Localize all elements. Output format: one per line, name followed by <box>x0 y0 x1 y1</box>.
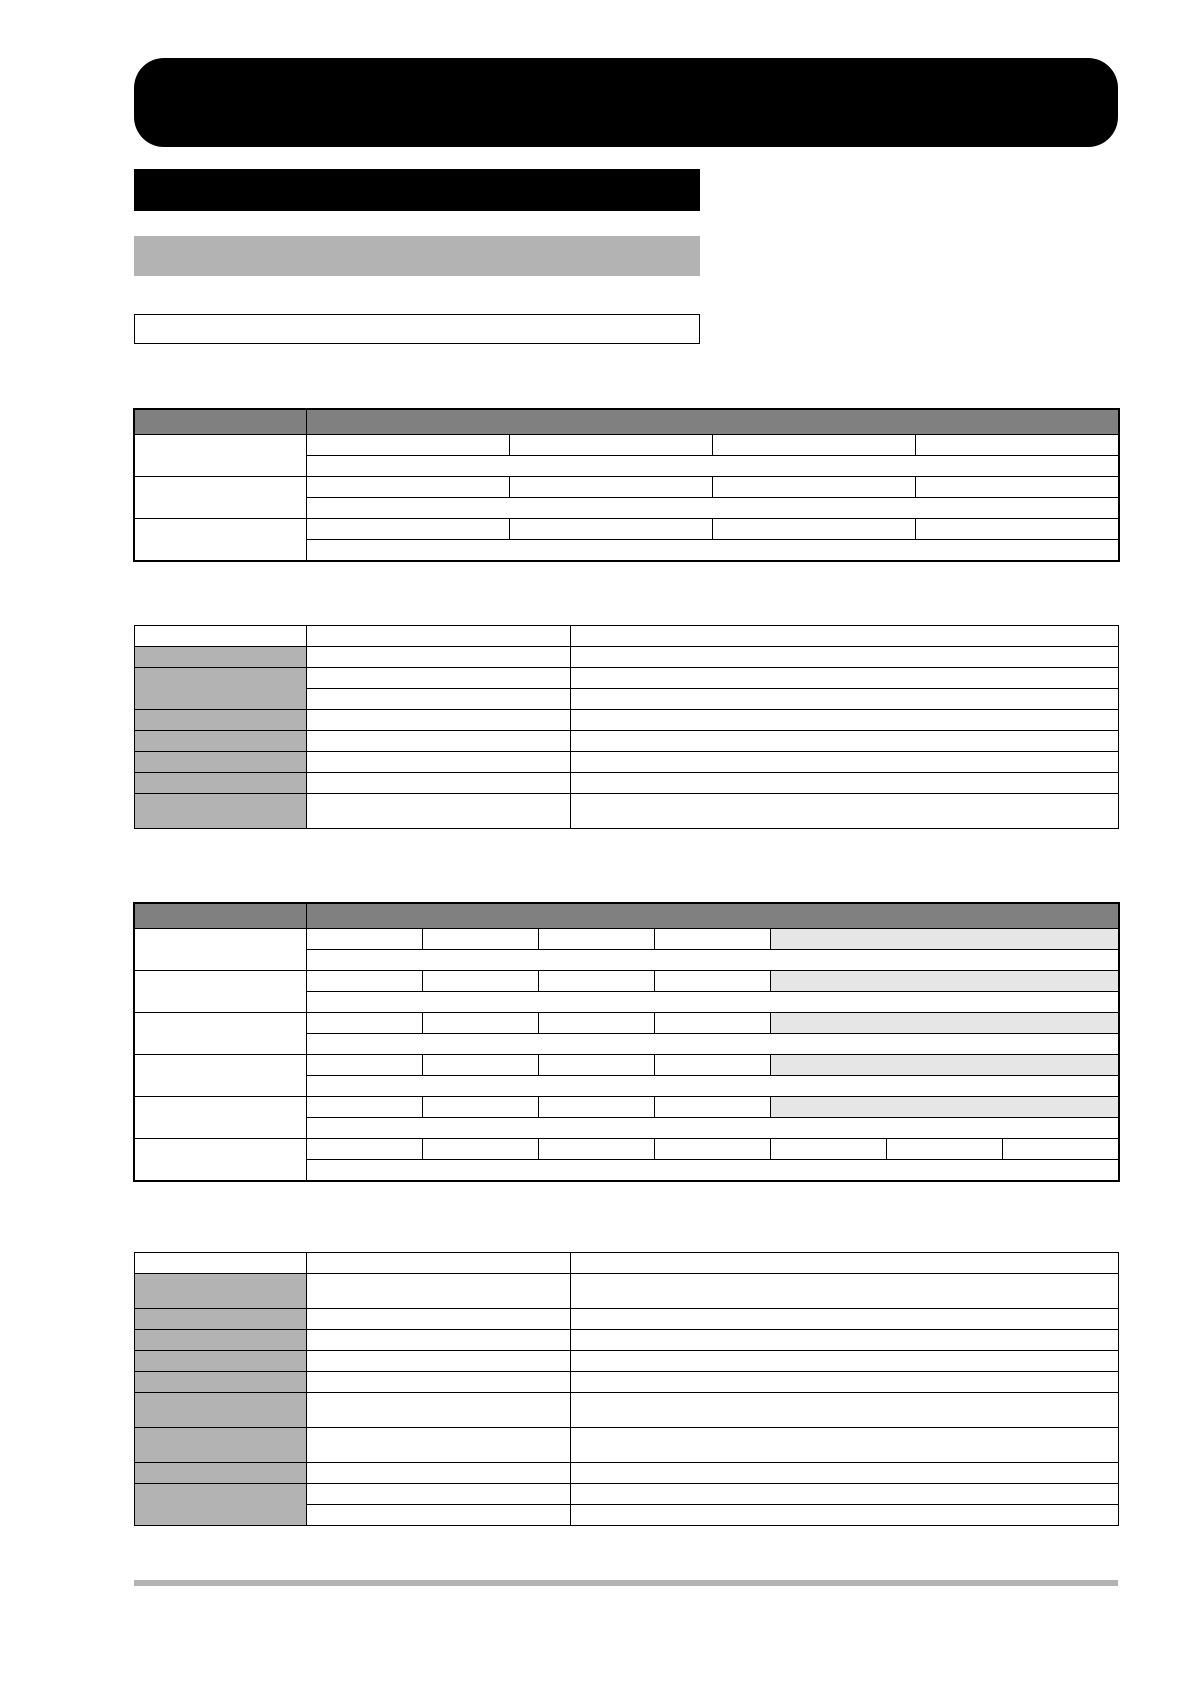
row-label-cell <box>135 752 307 773</box>
row-label-cell <box>135 1097 307 1139</box>
table-row <box>135 435 1119 456</box>
table-cell <box>916 477 1119 498</box>
table-cell <box>771 1097 1119 1118</box>
table-cell <box>571 773 1119 794</box>
table-cell <box>571 647 1119 668</box>
row-label-cell <box>135 1139 307 1181</box>
row-label-cell <box>135 519 307 561</box>
table-cell <box>887 1139 1003 1160</box>
table-cell <box>571 1351 1119 1372</box>
table-cell <box>571 1372 1119 1393</box>
note-box <box>134 314 700 344</box>
table-cell <box>307 540 1119 561</box>
subsection-heading-bar <box>134 236 700 276</box>
row-label-cell <box>135 794 307 829</box>
table-cell <box>307 1013 423 1034</box>
table-cell <box>423 971 539 992</box>
table-cell <box>307 1484 571 1505</box>
row-label-cell <box>135 668 307 710</box>
header-cell <box>307 626 571 647</box>
row-label-cell <box>135 1428 307 1463</box>
parameter-table-3 <box>134 903 1119 1181</box>
table-cell <box>916 519 1119 540</box>
row-label-cell <box>135 710 307 731</box>
table-cell <box>713 435 916 456</box>
table-row <box>135 1351 1119 1372</box>
row-label-cell <box>135 929 307 971</box>
table-cell <box>307 1463 571 1484</box>
section-heading-bar <box>134 169 700 211</box>
table-cell <box>307 1034 1119 1055</box>
table-cell <box>307 435 510 456</box>
table-cell <box>307 752 571 773</box>
table-cell <box>771 929 1119 950</box>
table-cell <box>571 794 1119 829</box>
table-header-row <box>135 410 1119 435</box>
table-cell <box>423 1097 539 1118</box>
table-cell <box>307 1139 423 1160</box>
table-cell <box>307 731 571 752</box>
table-cell <box>510 435 713 456</box>
row-label-cell <box>135 1274 307 1309</box>
table-row <box>135 929 1119 950</box>
row-label-cell <box>135 1013 307 1055</box>
table-cell <box>771 1055 1119 1076</box>
table-cell <box>307 992 1119 1013</box>
table-cell <box>307 929 423 950</box>
table-header-row <box>135 626 1119 647</box>
header-cell <box>307 1253 571 1274</box>
header-cell <box>571 1253 1119 1274</box>
table-row <box>135 1393 1119 1428</box>
table-row <box>135 1372 1119 1393</box>
table-cell <box>539 1139 655 1160</box>
table-cell <box>423 929 539 950</box>
row-label-cell <box>135 1463 307 1484</box>
table-cell <box>307 1505 571 1526</box>
table-row <box>135 519 1119 540</box>
header-cell <box>135 1253 307 1274</box>
table-cell <box>307 1393 571 1428</box>
table-cell <box>571 1505 1119 1526</box>
row-label-cell <box>135 477 307 519</box>
table-header-row <box>135 904 1119 929</box>
table-cell <box>307 1372 571 1393</box>
table-row <box>135 1309 1119 1330</box>
table-cell <box>307 477 510 498</box>
row-label-cell <box>135 773 307 794</box>
row-label-cell <box>135 1055 307 1097</box>
table-cell <box>539 929 655 950</box>
table-row <box>135 710 1119 731</box>
table-cell <box>1003 1139 1119 1160</box>
table-cell <box>307 1428 571 1463</box>
table-row <box>135 752 1119 773</box>
table-row <box>135 1484 1119 1505</box>
page-title-bar <box>134 58 1118 147</box>
table-cell <box>571 1330 1119 1351</box>
table-cell <box>307 1330 571 1351</box>
table-cell <box>571 1274 1119 1309</box>
table-row <box>135 1013 1119 1034</box>
table-cell <box>655 1013 771 1034</box>
table-cell <box>307 668 571 689</box>
row-label-cell <box>135 1309 307 1330</box>
table-cell <box>655 971 771 992</box>
table-cell <box>539 1055 655 1076</box>
table-cell <box>307 456 1119 477</box>
table-row <box>135 668 1119 689</box>
table-cell <box>571 752 1119 773</box>
table-cell <box>423 1139 539 1160</box>
row-label-cell <box>135 1393 307 1428</box>
parameter-table-2 <box>134 625 1119 829</box>
row-label-cell <box>135 1372 307 1393</box>
table-cell <box>423 1013 539 1034</box>
table-cell <box>916 435 1119 456</box>
table-cell <box>307 1274 571 1309</box>
table-cell <box>571 1484 1119 1505</box>
table-cell <box>539 1013 655 1034</box>
table-row <box>135 1463 1119 1484</box>
table-cell <box>423 1055 539 1076</box>
table-cell <box>307 1097 423 1118</box>
table-cell <box>571 668 1119 689</box>
table-cell <box>307 1055 423 1076</box>
table-cell <box>571 689 1119 710</box>
table-row <box>135 1139 1119 1160</box>
row-label-cell <box>135 731 307 752</box>
header-cell <box>135 410 307 435</box>
table-cell <box>307 1076 1119 1097</box>
table-row <box>135 731 1119 752</box>
table-row <box>135 1097 1119 1118</box>
table-cell <box>307 1118 1119 1139</box>
table-cell <box>571 1428 1119 1463</box>
table-cell <box>307 647 571 668</box>
parameter-table-1 <box>134 409 1119 561</box>
table-row <box>135 647 1119 668</box>
parameter-table-4 <box>134 1252 1119 1526</box>
table-header-row <box>135 1253 1119 1274</box>
table-cell <box>307 519 510 540</box>
row-label-cell <box>135 971 307 1013</box>
header-cell <box>135 626 307 647</box>
table-row <box>135 1274 1119 1309</box>
header-cell <box>307 410 1119 435</box>
table-row <box>135 1428 1119 1463</box>
table-row <box>135 1330 1119 1351</box>
table-cell <box>655 929 771 950</box>
table-cell <box>539 971 655 992</box>
table-cell <box>510 519 713 540</box>
table-cell <box>713 519 916 540</box>
table-cell <box>655 1055 771 1076</box>
table-cell <box>571 1463 1119 1484</box>
table-cell <box>307 1351 571 1372</box>
row-label-cell <box>135 435 307 477</box>
table-cell <box>539 1097 655 1118</box>
table-cell <box>655 1139 771 1160</box>
table-cell <box>571 731 1119 752</box>
table-cell <box>307 971 423 992</box>
header-cell <box>571 626 1119 647</box>
table-cell <box>571 710 1119 731</box>
table-cell <box>307 950 1119 971</box>
table-cell <box>307 498 1119 519</box>
table-cell <box>571 1393 1119 1428</box>
table-row <box>135 1055 1119 1076</box>
table-row <box>135 773 1119 794</box>
table-cell <box>307 710 571 731</box>
table-cell <box>771 1139 887 1160</box>
table-cell <box>307 1309 571 1330</box>
table-cell <box>307 689 571 710</box>
header-cell <box>307 904 1119 929</box>
table-row <box>135 477 1119 498</box>
row-label-cell <box>135 647 307 668</box>
row-label-cell <box>135 1330 307 1351</box>
table-cell <box>771 971 1119 992</box>
table-row <box>135 971 1119 992</box>
table-cell <box>307 794 571 829</box>
table-cell <box>771 1013 1119 1034</box>
table-row <box>135 794 1119 829</box>
row-label-cell <box>135 1484 307 1526</box>
table-cell <box>655 1097 771 1118</box>
row-label-cell <box>135 1351 307 1372</box>
footer-rule <box>134 1580 1118 1586</box>
table-cell <box>307 773 571 794</box>
table-cell <box>713 477 916 498</box>
header-cell <box>135 904 307 929</box>
table-cell <box>307 1160 1119 1181</box>
table-cell <box>571 1309 1119 1330</box>
table-cell <box>510 477 713 498</box>
